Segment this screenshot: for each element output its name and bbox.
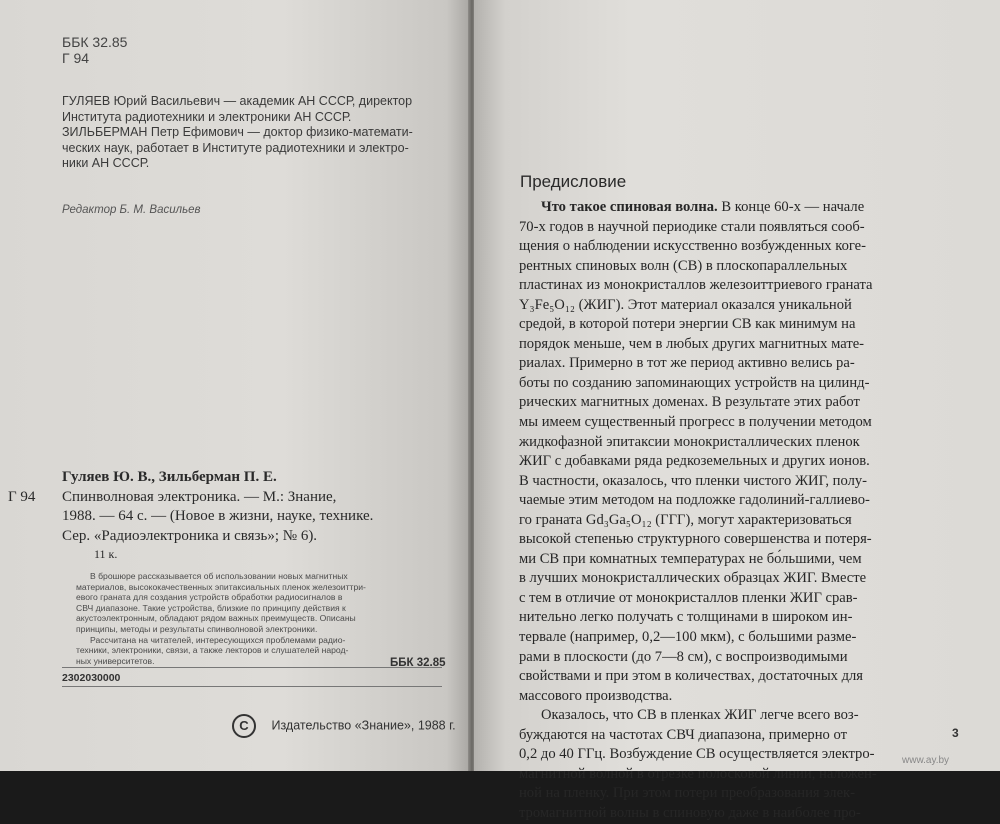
author-mark: Г 94 bbox=[62, 50, 90, 66]
preface-line bbox=[519, 218, 877, 238]
preface-line-text: тервале (например, 0,2—100 мкм), с большими разме- bbox=[519, 629, 857, 646]
abstract-line: материалов, высококачественных эпитаксиальных пленок железоиттри- bbox=[76, 581, 366, 592]
page-number: 3 bbox=[952, 726, 959, 740]
authors-note-line: ческих наук, работает в Институте радиотехники и электро- bbox=[62, 140, 409, 155]
preface-line-text: риалах. Примерно в тот же период активно велись ра- bbox=[519, 355, 855, 372]
preface-line bbox=[519, 608, 877, 628]
preface-line bbox=[519, 413, 877, 433]
preface-line bbox=[519, 237, 877, 257]
bibliographic-record bbox=[8, 468, 374, 563]
biblio-line: Спинволновая электроника. — М.: Знание, bbox=[62, 488, 337, 505]
preface-line-text: го граната Gd₃Ga₅O₁₂ (ГГГ), могут характеризоваться bbox=[519, 511, 852, 528]
preface-line bbox=[519, 354, 877, 374]
preface-line-text: жидкофазной эпитаксии монокристаллических пленок bbox=[519, 433, 860, 450]
section-heading: Предисловие bbox=[520, 172, 627, 191]
preface-line bbox=[519, 433, 877, 453]
biblio-line: 1988. — 64 с. — (Новое в жизни, науке, технике. bbox=[62, 508, 374, 524]
preface-line-text: рами в плоскости (до 7—8 см), с воспроизводимыми bbox=[519, 648, 848, 665]
bbk-classification-bottom: ББК 32.85 bbox=[390, 657, 446, 669]
preface-line bbox=[519, 491, 877, 511]
preface-line bbox=[519, 276, 877, 296]
preface-line-text: мы имеем существенный прогресс в получении методом bbox=[519, 414, 872, 431]
abstract-line: техники, электроники, связи, а также лекторов и слушателей народ- bbox=[76, 645, 349, 656]
preface-line-text: массового производства. bbox=[519, 687, 673, 704]
preface-line-text: ной на пленку. При этом потери преобразования элек- bbox=[519, 785, 855, 802]
preface-line bbox=[519, 706, 877, 726]
preface-line bbox=[519, 784, 877, 804]
run-in-heading: Что такое спиновая волна. bbox=[541, 199, 718, 215]
preface-line-text: тромагнитной волны в спиновую даже в наиболее про- bbox=[519, 804, 861, 821]
publisher-text: Издательство «Знание», 1988 г. bbox=[271, 718, 456, 733]
preface-line-text: буждаются на частотах СВЧ диапазона, примерно от bbox=[519, 726, 847, 743]
preface-line bbox=[519, 804, 877, 824]
preface-line-text: Y₃Fe₅O₁₂ (ЖИГ). Этот материал оказался уникальной bbox=[519, 296, 852, 313]
preface-line bbox=[519, 335, 877, 355]
preface-line-text: с тем в отличие от монокристаллов пленки ЖИГ срав- bbox=[519, 589, 858, 606]
copyright-icon: C bbox=[232, 714, 256, 738]
preface-line bbox=[519, 765, 877, 785]
preface-line bbox=[519, 374, 877, 394]
biblio-authors: Гуляев Ю. В., Зильберман П. Е. bbox=[62, 469, 277, 485]
preface-line bbox=[519, 745, 877, 765]
catalog-code: 2302030000 bbox=[62, 672, 121, 684]
preface-line-text: ми СВ при комнатных температурах не бо́льшими, чем bbox=[519, 550, 862, 567]
preface-line-text: магнитной волной в отрезке полосковой линии, наложен- bbox=[519, 765, 877, 782]
preface-line-text: в лучших монокристаллических образцах ЖИГ. Вместе bbox=[519, 570, 867, 587]
preface-line bbox=[519, 257, 877, 277]
price: 11 к. bbox=[94, 547, 118, 561]
biblio-author-mark: Г 94 bbox=[8, 488, 36, 505]
preface-line bbox=[519, 726, 877, 746]
publisher-line bbox=[232, 714, 456, 738]
preface-line-text: 70-х годов в научной периодике стали появляться сооб- bbox=[519, 218, 865, 235]
preface-line-text: нительно легко получать с толщинами в широком ин- bbox=[519, 609, 853, 626]
abstract-line: ных университетов. bbox=[76, 655, 155, 666]
preface-line-text: порядок меньше, чем в любых других магнитных мате- bbox=[519, 335, 865, 352]
abstract-line: СВЧ диапазоне. Такие устройства, близкие по принципу действия к bbox=[76, 602, 346, 613]
preface-line-text: 0,2 до 40 ГГц. Возбуждение СВ осуществляется электро- bbox=[519, 746, 875, 763]
preface-line-text: ЖИГ с добавками ряда редкоземельных и других ионов. bbox=[519, 453, 870, 470]
preface-line-text: В конце 60-х — начале bbox=[717, 199, 865, 215]
left-page bbox=[0, 0, 470, 771]
preface-line bbox=[519, 530, 877, 550]
preface-line-text: пластинах из монокристаллов железоиттриевого граната bbox=[519, 277, 873, 294]
divider bbox=[62, 686, 442, 687]
preface-line bbox=[519, 589, 877, 609]
abstract-line: Рассчитана на читателей, интересующихся проблемами радио- bbox=[90, 634, 346, 645]
preface-line bbox=[519, 472, 877, 492]
authors-note-line: ГУЛЯЕВ Юрий Васильевич — академик АН СССР, директор bbox=[62, 94, 413, 108]
bbk-classification-top bbox=[62, 34, 127, 66]
preface-line bbox=[519, 628, 877, 648]
watermark: www.ay.by bbox=[902, 755, 950, 766]
preface-line bbox=[519, 393, 877, 413]
preface-line-text: рентных спиновых волн (СВ) в плоскопараллельных bbox=[519, 257, 848, 274]
preface-line bbox=[519, 687, 877, 707]
abstract bbox=[76, 571, 366, 666]
divider bbox=[62, 667, 442, 668]
preface-line bbox=[519, 569, 877, 589]
bbk-code: ББК 32.85 bbox=[62, 34, 128, 50]
abstract-line: акустоэлектронным, обладают рядом важных преимуществ. Описаны bbox=[76, 613, 356, 624]
preface-body bbox=[519, 198, 877, 824]
preface-line bbox=[519, 315, 877, 335]
biblio-title-line bbox=[8, 488, 373, 508]
preface-line-text: Оказалось, что СВ в пленках ЖИГ легче всего воз- bbox=[541, 707, 859, 724]
preface-line bbox=[519, 550, 877, 570]
preface-line-text: В частности, оказалось, что пленки чистого ЖИГ, полу- bbox=[519, 472, 868, 489]
preface-line-text: высокой степенью структурного совершенства и потеря- bbox=[519, 531, 872, 548]
preface-line bbox=[519, 667, 877, 687]
preface-line-text: свойствами и при этом в количествах, достаточных для bbox=[519, 668, 864, 685]
abstract-line: евого граната для создания устройств обработки радиосигналов в bbox=[76, 592, 343, 603]
preface-line-text: рических магнитных доменах. В результате этих работ bbox=[519, 394, 860, 411]
preface-line-text: щения о наблюдении искусственно возбужденных коге- bbox=[519, 238, 867, 255]
editor-credit: Редактор Б. М. Васильев bbox=[62, 204, 201, 216]
preface-line-text: средой, в которой потери энергии СВ как минимум на bbox=[519, 316, 856, 333]
abstract-line: В брошюре рассказывается об использовании новых магнитных bbox=[90, 571, 348, 581]
preface-line bbox=[519, 452, 877, 472]
preface-line bbox=[519, 296, 877, 316]
preface-line-text: боты по созданию запоминающих устройств на цилинд- bbox=[519, 374, 870, 391]
preface-line-text: чаемые этим методом на подложке гадолиний-галлиево- bbox=[519, 492, 870, 509]
preface-line bbox=[519, 511, 877, 531]
preface-line bbox=[519, 648, 877, 668]
abstract-line: принципы, методы и результаты спинволновой электроники. bbox=[76, 623, 318, 634]
preface-line bbox=[519, 198, 877, 218]
biblio-line: Сер. «Радиоэлектроника и связь»; № 6). bbox=[62, 527, 318, 544]
authors-note-line: ники АН СССР. bbox=[62, 156, 150, 170]
authors-note bbox=[62, 94, 413, 172]
authors-note-line: ЗИЛЬБЕРМАН Петр Ефимович — доктор физико-математи- bbox=[62, 125, 413, 139]
authors-note-line: Института радиотехники и электроники АН СССР. bbox=[62, 109, 352, 124]
